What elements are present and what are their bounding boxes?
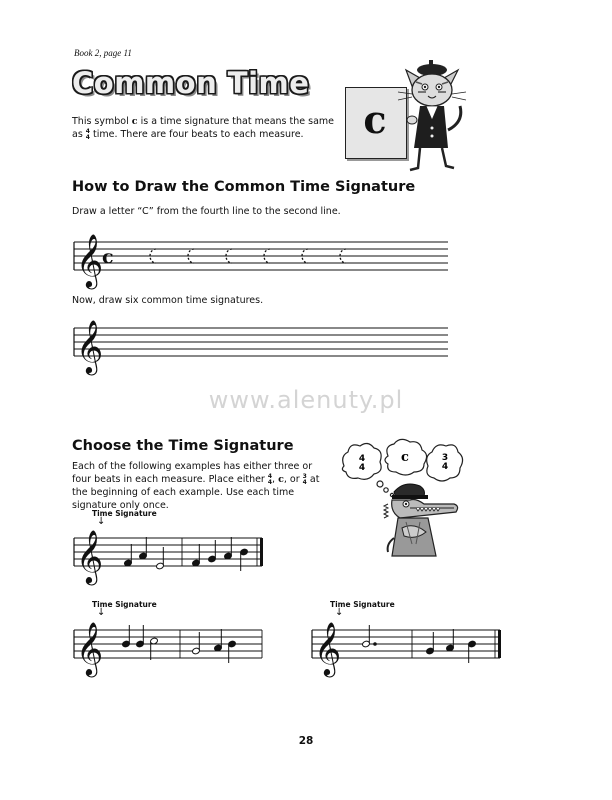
intro-text-part1: This symbol [72, 116, 132, 127]
treble-clef-icon: 𝄞 [76, 621, 104, 675]
option-four-four-top: 4 [267, 472, 273, 480]
four-four-bottom: 4 [85, 133, 90, 141]
staff-traced-signatures [72, 232, 452, 287]
arrow-down-icon: ↓ [97, 516, 106, 527]
example-staff-1[interactable] [72, 528, 272, 583]
intro-text-part2: is a time signature that means the same as [72, 116, 334, 140]
cat-illustration [392, 58, 472, 178]
bubble-three-four-top: 3 [441, 453, 449, 463]
time-signature-label-3: Time Signature [330, 600, 395, 609]
treble-clef-icon: 𝄞 [314, 621, 342, 675]
treble-clef-icon: 𝄞 [76, 529, 104, 583]
common-time-example: c [102, 246, 114, 268]
option-four-four-bottom: 4 [267, 478, 273, 486]
notes-measure-1 [362, 625, 377, 648]
instruction-choose-part1: Each of the following examples has either three or four beats in each measure. Place either [72, 461, 313, 485]
time-signature-label-1: Time Signature [92, 509, 157, 518]
instruction-draw-c: Draw a letter “C” from the fourth line to the second line. [72, 206, 341, 217]
intro-text-part3: time. There are four beats to each measure. [89, 129, 304, 140]
instruction-draw-six: Now, draw six common time signatures. [72, 295, 264, 306]
section-heading-draw-common-time: How to Draw the Common Time Signature [72, 179, 416, 195]
bubble-three-four-bottom: 4 [441, 462, 449, 472]
book-reference: Book 2, page 11 [74, 48, 132, 58]
instruction-choose [72, 460, 334, 512]
bubble-four-four-bottom: 4 [358, 463, 366, 473]
option-three-four-top: 3 [302, 472, 307, 480]
option-common-time: c [278, 474, 284, 485]
example-staff-3[interactable] [310, 620, 510, 675]
example-staff-2[interactable] [72, 620, 272, 675]
option-three-four-bottom: 4 [302, 478, 307, 486]
instruction-choose-part2: , [272, 474, 279, 485]
bubble-four-four-top: 4 [358, 454, 366, 464]
page-title: Common Time [72, 66, 310, 100]
time-signature-label-2: Time Signature [92, 600, 157, 609]
arrow-down-icon: ↓ [335, 607, 344, 618]
page-number: 28 [298, 735, 314, 747]
instruction-choose-part4: at the beginning of each example. Use each time signature only once. [72, 474, 320, 511]
common-time-symbol-inline: c [131, 116, 138, 127]
instruction-choose-part3: , or [283, 474, 303, 485]
notes-measure-1 [124, 537, 165, 570]
treble-clef-icon: 𝄞 [76, 233, 104, 287]
section-heading-choose-time-signature: Choose the Time Signature [72, 438, 294, 454]
intro-text [72, 115, 342, 141]
common-time-box-symbol: c [363, 97, 387, 142]
crocodile-illustration [380, 478, 466, 558]
staff-blank-practice[interactable] [72, 318, 452, 373]
four-four-top: 4 [85, 127, 90, 135]
bubble-common-time: c [401, 450, 409, 465]
arrow-down-icon: ↓ [97, 607, 106, 618]
watermark: www.alenuty.pl [208, 386, 404, 414]
treble-clef-icon: 𝄞 [76, 319, 104, 373]
